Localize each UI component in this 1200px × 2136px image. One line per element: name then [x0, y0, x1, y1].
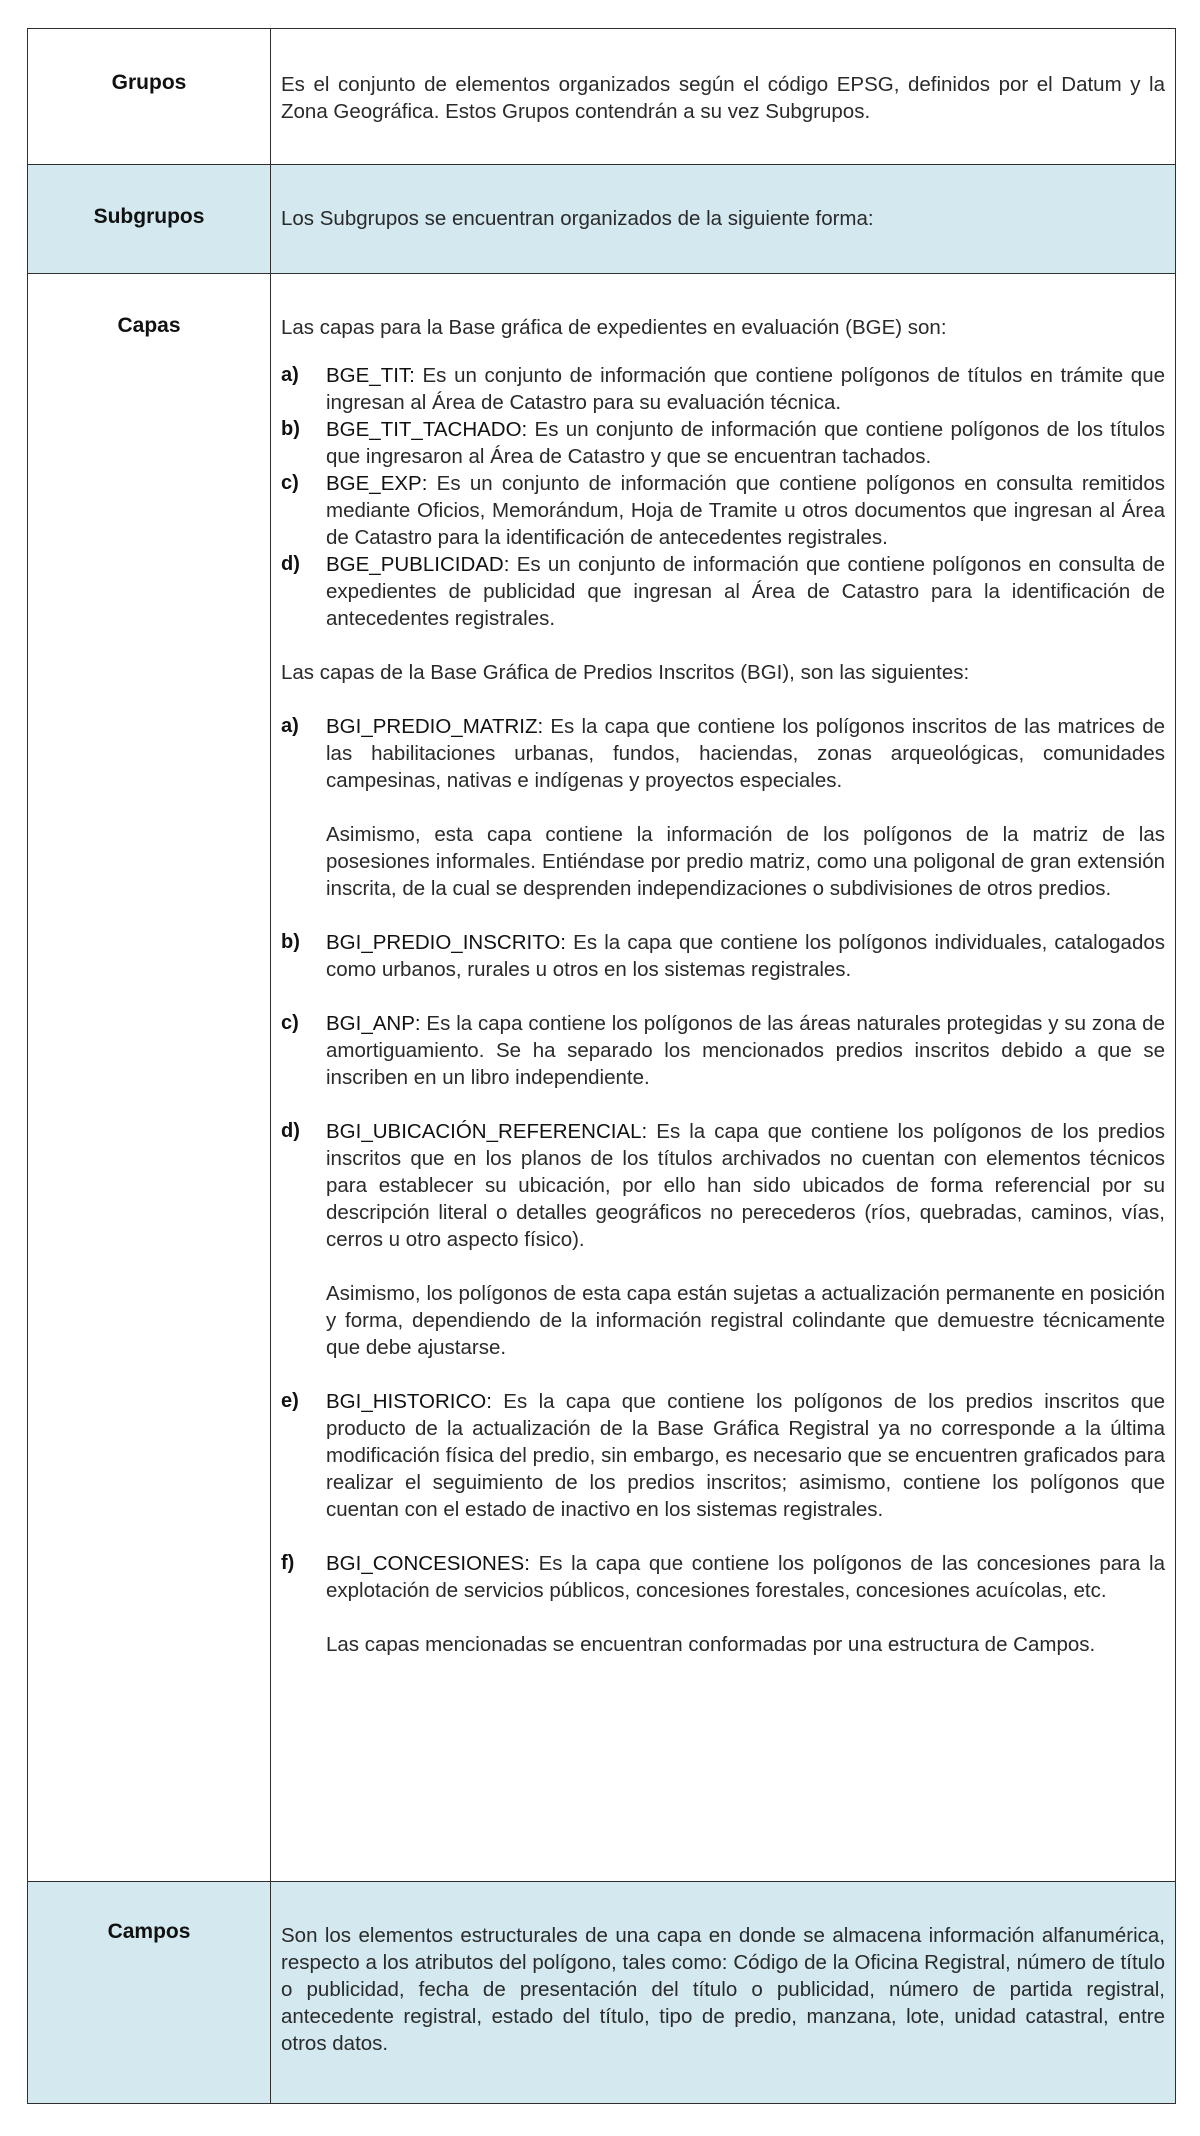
term-subgrupos: Subgrupos — [93, 205, 205, 228]
layer-description: Es un conjunto de información que contiene polígonos de títulos en trámite que ingresan al Área de Catastro para su evaluación técnica. — [326, 364, 1165, 414]
term-campos: Campos — [107, 1920, 191, 1943]
layer-description: Es un conjunto de información que contiene polígonos en consulta remitidos mediante Oficios, Memorándum, Hoja de Tramite u otros documentos que ingresan al Área de Catastro para la identificación de antecedentes registrales. — [326, 472, 1165, 549]
layer-name: BGE_EXP: — [326, 472, 428, 495]
row-campos — [28, 1882, 1176, 2104]
item-letter: a) — [281, 715, 299, 737]
list-item — [281, 1118, 1165, 1361]
definition-cell — [271, 274, 1176, 1882]
layer-name: BGE_TIT_TACHADO: — [326, 418, 528, 441]
definition-subgrupos: Los Subgrupos se encuentran organizados de la siguiente forma: — [281, 207, 874, 230]
bge-list — [281, 362, 1165, 632]
term-cell — [28, 29, 271, 165]
definition-cell — [271, 29, 1176, 165]
layer-note: Las capas mencionadas se encuentran conformadas por una estructura de Campos. — [326, 1633, 1096, 1656]
layer-description: Es la capa que contiene los polígonos individuales, catalogados como urbanos, rurales u otros en los sistemas registrales. — [326, 931, 1165, 981]
list-item — [281, 1010, 1165, 1091]
item-letter: d) — [281, 1120, 300, 1142]
bgi-intro: Las capas de la Base Gráfica de Predios Inscritos (BGI), son las siguientes: — [281, 661, 970, 684]
layer-note: Asimismo, esta capa contiene la información de los polígonos de la matriz de las posesiones informales. Entiéndase por predio matriz, como una poligonal de gran extensión inscrita, de la cual se desprenden independizaciones o subdivisiones de otros predios. — [326, 823, 1165, 900]
layer-description: Es la capa contiene los polígonos de las áreas naturales protegidas y su zona de amortiguamiento. Se ha separado los mencionados predios inscritos debido a que se inscriben en un libro independiente. — [326, 1012, 1165, 1089]
definition-campos: Son los elementos estructurales de una capa en donde se almacena información alfanumérica, respecto a los atributos del polígono, tales como: Código de la Oficina Registral, número de título o publicidad, fecha de presentación del título o publicidad, número de partida registral, antecedente registral, estado del título, tipo de predio, manzana, lote, unidad catastral, entre otros datos. — [281, 1924, 1165, 2055]
item-letter: c) — [281, 1012, 299, 1034]
layer-name: BGI_PREDIO_INSCRITO: — [326, 931, 566, 954]
layer-description: Es un conjunto de información que contiene polígonos de los títulos que ingresaron al Área de Catastro y que se encuentran tachados. — [326, 418, 1165, 468]
item-letter: f) — [281, 1552, 295, 1574]
definition-cell — [271, 165, 1176, 274]
term-cell — [28, 165, 271, 274]
layer-name: BGI_UBICACIÓN_REFERENCIAL: — [326, 1120, 648, 1143]
layer-name: BGE_PUBLICIDAD: — [326, 553, 510, 576]
list-item — [281, 713, 1165, 902]
list-item — [281, 362, 1165, 416]
row-capas — [28, 274, 1176, 1882]
list-item — [281, 470, 1165, 551]
row-subgrupos — [28, 165, 1176, 274]
layer-description: Es un conjunto de información que contiene polígonos en consulta de expedientes de publicidad que ingresan al Área de Catastro para la identificación de antecedentes registrales. — [326, 553, 1165, 630]
layer-description: Es la capa que contiene los polígonos de los predios inscritos que en los planos de los títulos archivados no cuentan con elementos técnicos para establecer su ubicación, por ello han sido ubicados de forma referencial por su descripción literal o detalles geográficos no perecederos (ríos, quebradas, caminos, vías, cerros u otro aspecto físico). — [326, 1120, 1165, 1251]
item-letter: d) — [281, 553, 300, 575]
layer-name: BGI_CONCESIONES: — [326, 1552, 530, 1575]
list-item — [281, 1550, 1165, 1658]
term-cell — [28, 1882, 271, 2104]
definition-grupos: Es el conjunto de elementos organizados según el código EPSG, definidos por el Datum y la Zona Geográfica. Estos Grupos contendrán a su vez Subgrupos. — [281, 73, 1165, 123]
item-letter: e) — [281, 1390, 299, 1412]
layer-description: Es la capa que contiene los polígonos de las concesiones para la explotación de servicios públicos, concesiones forestales, concesiones acuícolas, etc. — [326, 1552, 1165, 1602]
layer-description: Es la capa que contiene los polígonos de los predios inscritos que producto de la actualización de la Base Gráfica Registral ya no corresponde a la última modificación física del predio, sin embargo, es necesario que se encuentren graficados para realizar el seguimiento de los predios inscritos; asimismo, contiene los polígonos que cuentan con el estado de inactivo en los sistemas registrales. — [326, 1390, 1165, 1521]
item-letter: c) — [281, 472, 299, 494]
term-cell — [28, 274, 271, 1882]
list-item — [281, 929, 1165, 983]
item-letter: a) — [281, 364, 299, 386]
list-item — [281, 1388, 1165, 1523]
definition-cell — [271, 1882, 1176, 2104]
list-item — [281, 551, 1165, 632]
item-letter: b) — [281, 931, 300, 953]
bgi-list — [281, 713, 1165, 1658]
item-letter: b) — [281, 418, 300, 440]
layer-name: BGI_PREDIO_MATRIZ: — [326, 715, 544, 738]
glossary-table — [27, 28, 1176, 2104]
layer-name: BGI_HISTORICO: — [326, 1390, 492, 1413]
term-grupos: Grupos — [111, 71, 187, 94]
list-item — [281, 416, 1165, 470]
bge-intro: Las capas para la Base gráfica de expedientes en evaluación (BGE) son: — [281, 316, 947, 339]
layer-note: Asimismo, los polígonos de esta capa están sujetas a actualización permanente en posición y forma, dependiendo de la información registral colindante que demuestre técnicamente que debe ajustarse. — [326, 1282, 1165, 1359]
row-grupos — [28, 29, 1176, 165]
layer-description: Es la capa que contiene los polígonos inscritos de las matrices de las habilitaciones urbanas, fundos, haciendas, zonas arqueológicas, comunidades campesinas, nativas e indígenas y proyectos especiales. — [326, 715, 1165, 792]
layer-name: BGE_TIT: — [326, 364, 415, 387]
term-capas: Capas — [117, 314, 181, 337]
layer-name: BGI_ANP: — [326, 1012, 421, 1035]
